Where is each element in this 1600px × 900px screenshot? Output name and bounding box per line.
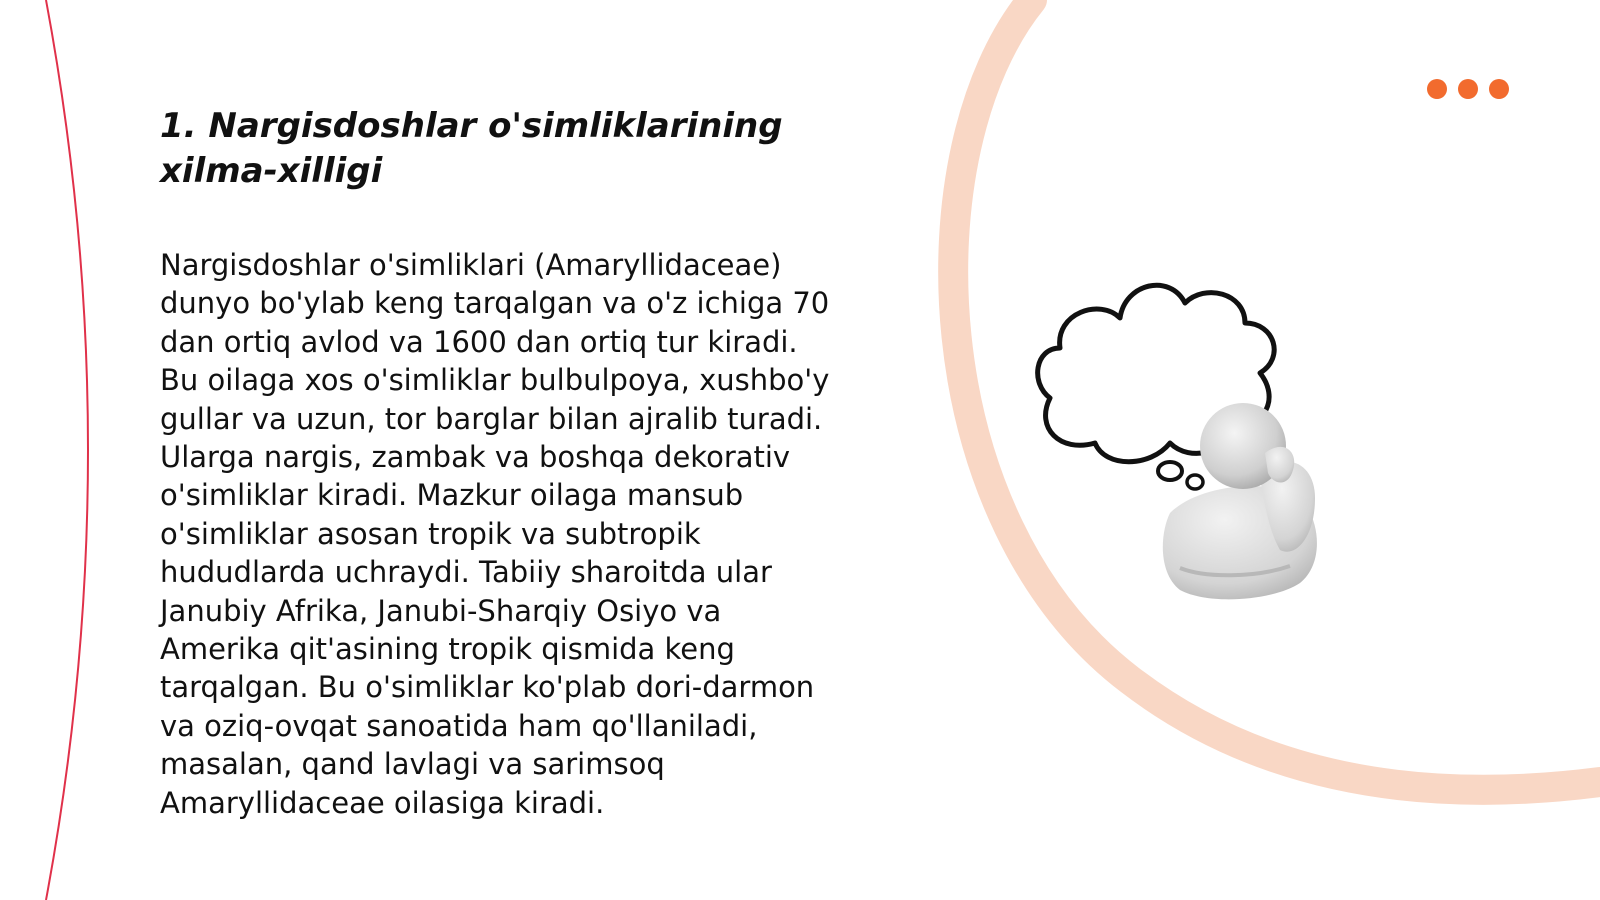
thinking-person-illustration: [1030, 278, 1360, 618]
slide-title: 1. Nargisdoshlar o'simliklarining xilma-xilligi: [160, 106, 783, 191]
dot-icon: [1427, 79, 1447, 99]
ellipsis-dots-icon: [1427, 79, 1509, 99]
left-curve-line: [46, 0, 88, 900]
dot-icon: [1458, 79, 1478, 99]
dot-icon: [1489, 79, 1509, 99]
slide-body-text: Nargisdoshlar o'simliklari (Amaryllidaceae) dunyo bo'ylab keng tarqalgan va o'z ichiga 70 dan ortiq avlod va 1600 dan ortiq tur kiradi. Bu oilaga xos o'simliklar bulbulpoya, xushbo'y gullar va uzun, tor barglar bilan ajralib turadi. Ularga nargis, zambak va boshqa dekorativ o'simliklar kiradi. Mazkur oilaga mansub o'simliklar asosan tropik va subtropik hududlarda uchraydi. Tabiiy sharoitda ular Janubiy Afrika, Janubi-Sharqiy Osiyo va Amerika qit'asining tropik qismida keng tarqalgan. Bu o'simliklar ko'plab dori-darmon va oziq-ovqat sanoatida ham qo'llaniladi, masalan, qand lavlagi va sarimsoq Amaryllidaceae oilasiga kiradi.: [160, 248, 830, 820]
